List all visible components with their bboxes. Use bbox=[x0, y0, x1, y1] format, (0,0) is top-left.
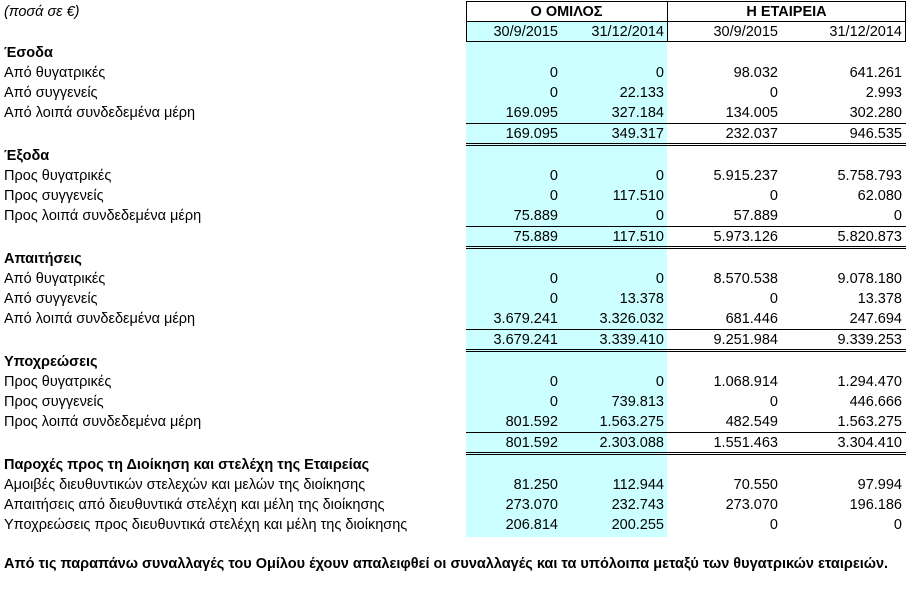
total-cell: 9.251.984 bbox=[713, 332, 778, 348]
value-cell: 327.184 bbox=[611, 105, 664, 121]
total-row bbox=[0, 330, 906, 350]
value-cell: 13.378 bbox=[857, 291, 902, 307]
value-cell: 0 bbox=[893, 517, 902, 533]
section-title: Έσοδα bbox=[4, 45, 53, 61]
value-cell: 273.070 bbox=[725, 497, 778, 513]
value-cell: 134.005 bbox=[725, 105, 778, 121]
value-cell: 247.694 bbox=[849, 311, 902, 327]
total-cell: 801.592 bbox=[505, 435, 558, 451]
section-title: Υποχρεώσεις bbox=[4, 354, 98, 370]
total-row bbox=[0, 433, 906, 453]
row-label: Απαιτήσεις από διευθυντικά στελέχη και μέλη της διοίκησης bbox=[4, 497, 385, 513]
table-row bbox=[0, 103, 906, 123]
value-cell: 0 bbox=[893, 208, 902, 224]
value-cell: 0 bbox=[549, 271, 558, 287]
table-row bbox=[0, 289, 906, 309]
value-cell: 98.032 bbox=[733, 65, 778, 81]
total-bottom-border bbox=[466, 452, 906, 453]
value-cell: 739.813 bbox=[611, 394, 664, 410]
date-cell: 31/12/2014 bbox=[829, 24, 902, 40]
value-cell: 1.563.275 bbox=[837, 414, 902, 430]
value-cell: 8.570.538 bbox=[713, 271, 778, 287]
value-cell: 1.563.275 bbox=[599, 414, 664, 430]
header-top-border bbox=[466, 1, 906, 2]
table-row bbox=[0, 475, 906, 495]
total-cell: 1.551.463 bbox=[713, 435, 778, 451]
row-label: Αμοιβές διευθυντικών στελεχών και μελών της διοίκησης bbox=[4, 477, 366, 493]
row-label: Από θυγατρικές bbox=[4, 65, 106, 81]
total-cell: 2.303.088 bbox=[599, 435, 664, 451]
table-row bbox=[0, 83, 906, 103]
header-left-border bbox=[466, 1, 467, 42]
date-cell: 30/9/2015 bbox=[713, 24, 778, 40]
total-cell: 5.820.873 bbox=[837, 229, 902, 245]
header-divider bbox=[667, 1, 668, 42]
total-cell: 232.037 bbox=[725, 126, 778, 142]
row-label: Προς λοιπά συνδεδεμένα μέρη bbox=[4, 414, 202, 430]
date-cell: 30/9/2015 bbox=[493, 24, 558, 40]
total-cell: 9.339.253 bbox=[837, 332, 902, 348]
total-cell: 3.304.410 bbox=[837, 435, 902, 451]
value-cell: 0 bbox=[549, 65, 558, 81]
header-mid-border bbox=[466, 21, 906, 22]
table-row bbox=[0, 63, 906, 83]
table-row bbox=[0, 309, 906, 329]
row-label: Από συγγενείς bbox=[4, 85, 98, 101]
row-label: Από λοιπά συνδεδεμένα μέρη bbox=[4, 105, 196, 121]
footnote: Από τις παραπάνω συναλλαγές του Ομίλου έχουν απαλειφθεί οι συναλλαγές και τα υπόλοιπα μεταξύ των θυγατρικών εταιρειών. bbox=[4, 556, 889, 572]
total-cell: 3.679.241 bbox=[493, 332, 558, 348]
value-cell: 75.889 bbox=[513, 208, 558, 224]
row-label: Προς θυγατρικές bbox=[4, 374, 112, 390]
value-cell: 117.510 bbox=[612, 188, 664, 204]
value-cell: 446.666 bbox=[849, 394, 902, 410]
section-title-row bbox=[0, 249, 906, 269]
value-cell: 0 bbox=[655, 271, 664, 287]
section-title: Παροχές προς τη Διοίκηση και στελέχη της Εταιρείας bbox=[4, 457, 370, 473]
table-row bbox=[0, 412, 906, 432]
value-cell: 112.944 bbox=[612, 477, 664, 493]
table-row bbox=[0, 186, 906, 206]
value-cell: 5.915.237 bbox=[713, 168, 778, 184]
value-cell: 0 bbox=[549, 291, 558, 307]
value-cell: 0 bbox=[769, 394, 778, 410]
section-title-row bbox=[0, 43, 906, 63]
value-cell: 70.550 bbox=[733, 477, 778, 493]
value-cell: 22.133 bbox=[619, 85, 664, 101]
value-cell: 169.095 bbox=[505, 105, 558, 121]
value-cell: 0 bbox=[549, 374, 558, 390]
row-label: Από συγγενείς bbox=[4, 291, 98, 307]
total-cell: 5.973.126 bbox=[713, 229, 778, 245]
table-row bbox=[0, 269, 906, 289]
value-cell: 0 bbox=[655, 65, 664, 81]
section-title: Απαιτήσεις bbox=[4, 251, 82, 267]
value-cell: 232.743 bbox=[611, 497, 664, 513]
value-cell: 0 bbox=[549, 188, 558, 204]
value-cell: 801.592 bbox=[505, 414, 558, 430]
total-cell: 3.339.410 bbox=[599, 332, 664, 348]
value-cell: 5.758.793 bbox=[837, 168, 902, 184]
value-cell: 1.294.470 bbox=[837, 374, 902, 390]
value-cell: 13.378 bbox=[619, 291, 664, 307]
total-row bbox=[0, 227, 906, 247]
table-row bbox=[0, 495, 906, 515]
value-cell: 3.679.241 bbox=[493, 311, 558, 327]
total-cell: 946.535 bbox=[849, 126, 902, 142]
value-cell: 0 bbox=[549, 85, 558, 101]
value-cell: 81.250 bbox=[513, 477, 558, 493]
section-title-row bbox=[0, 455, 906, 475]
row-label: Από θυγατρικές bbox=[4, 271, 106, 287]
value-cell: 681.446 bbox=[725, 311, 778, 327]
row-label: Από λοιπά συνδεδεμένα μέρη bbox=[4, 311, 196, 327]
value-cell: 0 bbox=[769, 85, 778, 101]
row-label: Προς θυγατρικές bbox=[4, 168, 112, 184]
table-row bbox=[0, 372, 906, 392]
value-cell: 302.280 bbox=[849, 105, 902, 121]
row-label: Προς συγγενείς bbox=[4, 394, 104, 410]
total-bottom-border bbox=[466, 349, 906, 350]
header-bottom-border bbox=[466, 41, 906, 42]
value-cell: 206.814 bbox=[505, 517, 558, 533]
date-cell: 31/12/2014 bbox=[591, 24, 664, 40]
value-cell: 0 bbox=[655, 208, 664, 224]
row-label: Προς συγγενείς bbox=[4, 188, 104, 204]
total-cell: 169.095 bbox=[505, 126, 558, 142]
value-cell: 0 bbox=[549, 168, 558, 184]
total-cell: 117.510 bbox=[612, 229, 664, 245]
section-title: Έξοδα bbox=[4, 148, 50, 164]
total-row bbox=[0, 124, 906, 144]
company-header: Η ΕΤΑΙΡΕΙΑ bbox=[746, 4, 827, 20]
value-cell: 482.549 bbox=[725, 414, 778, 430]
section-title-row bbox=[0, 352, 906, 372]
value-cell: 97.994 bbox=[857, 477, 902, 493]
value-cell: 273.070 bbox=[505, 497, 558, 513]
value-cell: 57.889 bbox=[733, 208, 778, 224]
value-cell: 62.080 bbox=[857, 188, 902, 204]
value-cell: 0 bbox=[549, 394, 558, 410]
currency-note: (ποσά σε €) bbox=[4, 4, 80, 20]
table-row bbox=[0, 206, 906, 226]
section-title-row bbox=[0, 146, 906, 166]
value-cell: 200.255 bbox=[611, 517, 664, 533]
value-cell: 9.078.180 bbox=[837, 271, 902, 287]
value-cell: 0 bbox=[769, 291, 778, 307]
value-cell: 3.326.032 bbox=[599, 311, 664, 327]
value-cell: 0 bbox=[655, 168, 664, 184]
table-row bbox=[0, 392, 906, 412]
value-cell: 1.068.914 bbox=[713, 374, 778, 390]
dates-row bbox=[0, 22, 906, 42]
row-label: Προς λοιπά συνδεδεμένα μέρη bbox=[4, 208, 202, 224]
value-cell: 2.993 bbox=[865, 85, 902, 101]
value-cell: 0 bbox=[769, 188, 778, 204]
total-bottom-border bbox=[466, 143, 906, 144]
table-row bbox=[0, 515, 906, 535]
value-cell: 0 bbox=[769, 517, 778, 533]
total-cell: 349.317 bbox=[611, 126, 664, 142]
total-bottom-border bbox=[466, 246, 906, 247]
total-cell: 75.889 bbox=[513, 229, 558, 245]
table-row bbox=[0, 166, 906, 186]
value-cell: 196.186 bbox=[849, 497, 902, 513]
row-label: Υποχρεώσεις προς διευθυντικά στελέχη και μέλη της διοίκησης bbox=[4, 517, 408, 533]
value-cell: 641.261 bbox=[849, 65, 902, 81]
value-cell: 0 bbox=[655, 374, 664, 390]
group-header: Ο ΟΜΙΛΟΣ bbox=[530, 4, 603, 20]
